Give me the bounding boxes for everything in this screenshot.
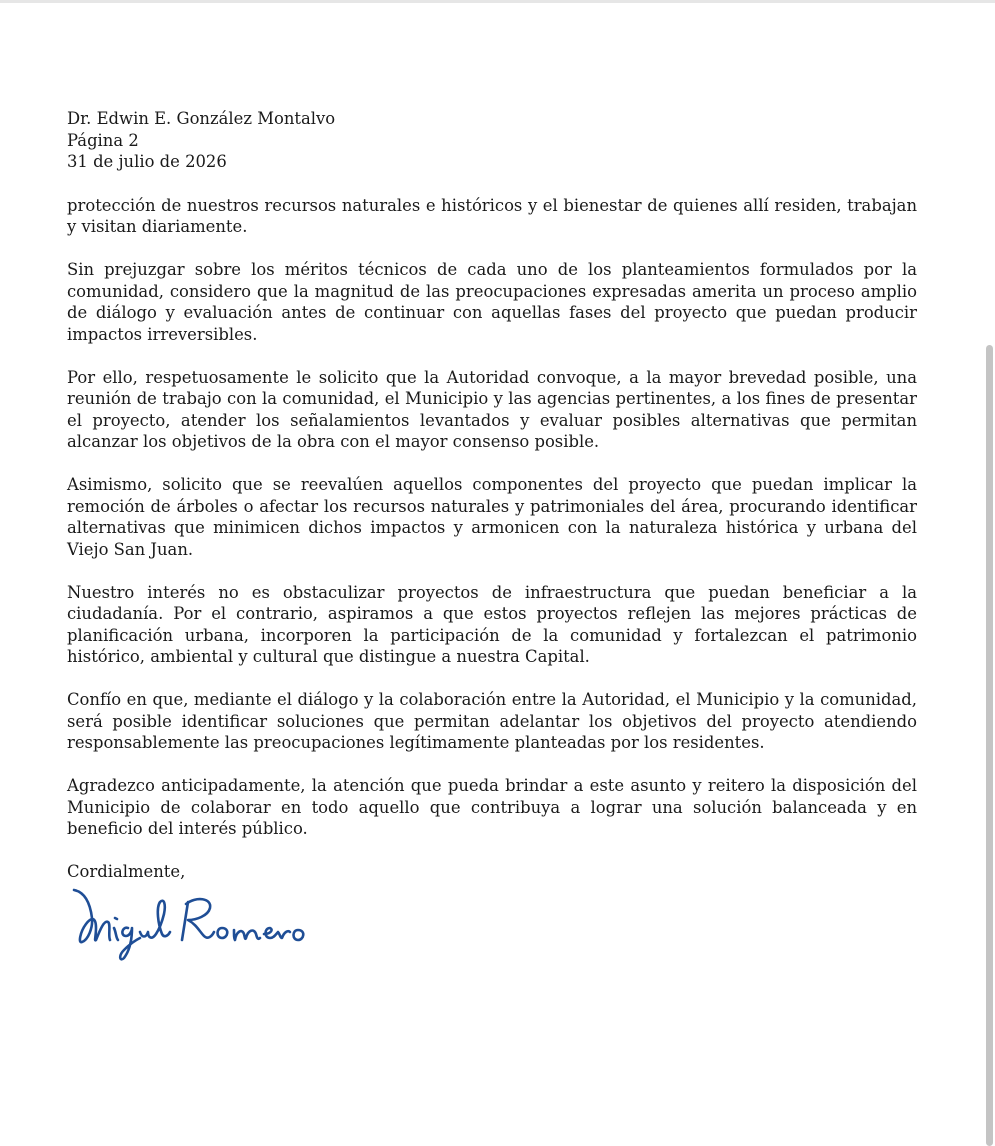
paragraph-3: Por ello, respetuosamente le solicito que la Autoridad convoque, a la mayor brevedad posible, una reunión de trabajo con la comunidad, el Municipio y las agencias pertinentes, a los fines de presentar el proyecto, atender los señalamientos levantados y evaluar posibles alternativas que permitan alcanzar los objetivos de la obra con el mayor consenso posible. <box>67 367 917 451</box>
paragraph-4: Asimismo, solicito que se reevalúen aquellos componentes del proyecto que puedan implicar la remoción de árboles o afectar los recursos naturales y patrimoniales del área, procurando identificar alternativas que minimicen dichos impactos y armonicen con la naturaleza histórica y urbana del Viejo San Juan. <box>67 475 917 559</box>
letter-body <box>67 108 917 883</box>
signature-strokes <box>74 890 303 959</box>
paragraph-2: Sin prejuzgar sobre los méritos técnicos de cada uno de los planteamientos formulados por la comunidad, considero que la magnitud de las preocupaciones expresadas amerita un proceso amplio de diálogo y evaluación antes de continuar con aquellas fases del proyecto que puedan producir impactos irreversibles. <box>67 260 917 344</box>
vertical-scrollbar[interactable] <box>986 345 993 1146</box>
paragraph-6: Confío en que, mediante el diálogo y la colaboración entre la Autoridad, el Municipio y la comunidad, será posible identificar soluciones que permitan adelantar los objetivos del proyecto atendiendo responsablemente las preocupaciones legítimamente planteadas por los residentes. <box>67 690 917 752</box>
paragraph-7: Agradezco anticipadamente, la atención que pueda brindar a este asunto y reitero la disposición del Municipio de colaborar en todo aquello que contribuya a lograr una solución balanceada y en beneficio del interés público. <box>67 776 917 838</box>
handwritten-signature <box>70 884 315 964</box>
paragraph-5: Nuestro interés no es obstaculizar proyectos de infraestructura que puedan beneficiar a la ciudadanía. Por el contrario, aspiramos a que estos proyectos reflejen las mejores prácticas de planificación urbana, incorporen la participación de la comunidad y fortalezcan el patrimonio histórico, ambiental y cultural que distingue a nuestra Capital. <box>67 582 917 666</box>
recipient-name: Dr. Edwin E. González Montalvo <box>67 109 336 128</box>
paragraph-1: protección de nuestros recursos naturales e históricos y el bienestar de quienes allí residen, trabajan y visitan diariamente. <box>67 195 917 236</box>
closing-salutation: Cordialmente, <box>67 862 186 881</box>
letter-date: 31 de julio de 2026 <box>67 152 227 171</box>
page-number: Página 2 <box>67 130 139 150</box>
top-divider <box>0 0 995 3</box>
